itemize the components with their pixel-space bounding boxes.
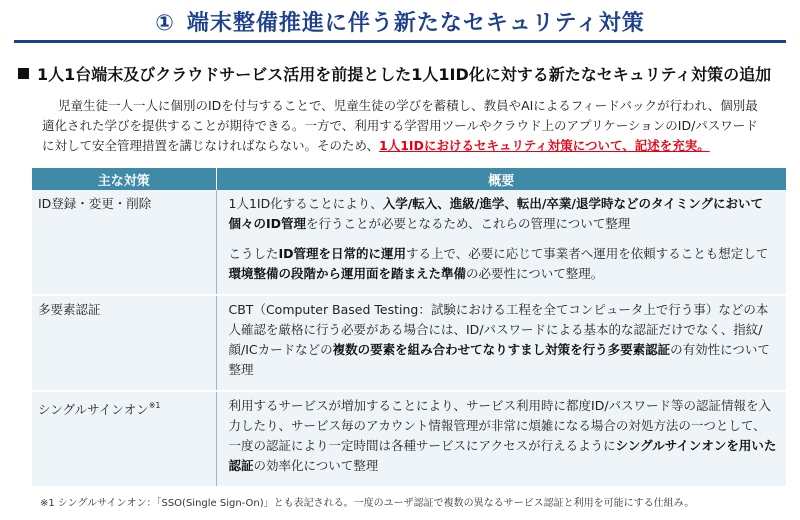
- row-key-text: シングルサインオン: [38, 402, 149, 417]
- desc-text: の有効性について整理: [228, 342, 770, 377]
- table-header-row: [32, 168, 786, 190]
- table-row: [32, 295, 786, 391]
- row-desc-sso: [216, 391, 786, 487]
- desc-emphasis: シングルサインオンを用いた認証: [228, 438, 777, 473]
- row-key-mfa: 多要素認証: [32, 295, 216, 391]
- header-overview: 概要: [216, 168, 786, 190]
- page-title: [0, 6, 800, 37]
- desc-text: CBT（Computer Based Testing：試験における工程を全てコンピュータ上で行う事）などの本人確認を厳格に行う必要がある場合には、ID/パスワードによる基本的な認証だけでなく、指紋/顔/ICカードなどの: [228, 302, 769, 357]
- section-heading-text: 1人1台端末及びクラウドサービス活用を前提とした1人1ID化に対する新たなセキュリティ対策の追加: [37, 65, 772, 84]
- desc-emphasis: 複数の要素を組み合わせてなりすまし対策を行う多要素認証: [332, 342, 671, 357]
- measures-table: [32, 168, 786, 488]
- title-text: 端末整備推進に伴う新たなセキュリティ対策: [186, 11, 645, 36]
- table-row: [32, 391, 786, 487]
- intro-text: 児童生徒一人一人に個別のIDを付与することで、児童生徒の学びを蓄積し、教員やAIによるフィードバックが行われ、個別最適化された学びを提供することが期待できる。一方で、利用する学習用ツールやクラウド上のアプリケーションのID/パスワードに対して安全管理措置を講じなければならない。そのため、: [42, 98, 758, 153]
- desc-text: 1人1ID化することにより、: [228, 196, 383, 211]
- desc-emphasis: 入学/転入、進級/進学、転出/卒業/退学時などのタイミングにおいて個々のID管理: [228, 196, 763, 231]
- desc-paragraph: [229, 300, 779, 380]
- row-desc-id-management: [216, 190, 786, 295]
- intro-paragraph: [42, 96, 770, 156]
- title-underline: [14, 40, 786, 43]
- table-row: [32, 190, 786, 295]
- desc-paragraph: [229, 194, 779, 234]
- header-measure: 主な対策: [32, 168, 216, 190]
- title-number: ①: [155, 11, 175, 36]
- desc-paragraph: [229, 396, 779, 476]
- desc-text: こうした: [228, 246, 279, 261]
- desc-text: を行うことが必要となるため、これらの管理について整理: [306, 216, 631, 231]
- desc-text: の必要性について整理。: [466, 266, 604, 281]
- square-bullet-icon: [18, 68, 29, 79]
- desc-paragraph: [229, 244, 779, 284]
- row-desc-mfa: [216, 295, 786, 391]
- desc-text: 利用するサービスが増加することにより、サービス利用時に都度ID/パスワード等の認証情報を入力したり、サービス毎のアカウント情報管理が非常に煩雑になる場合の対処方法の一つとして、一度の認証により一定時間は各種サービスにアクセスが行えるように: [228, 398, 772, 453]
- desc-emphasis: 環境整備の段階から運用面を踏まえた準備: [228, 266, 467, 281]
- section-heading: [18, 62, 788, 85]
- footnote-marker: ※1: [148, 401, 161, 410]
- desc-text: する上で、必要に応じて事業者へ運用を依頼することも想定して: [406, 246, 769, 261]
- row-key-sso: [32, 391, 216, 487]
- footnote: ※1 シングルサインオン：「SSO(Single Sign-On)」とも表記される。一度のユーザ認証で複数の異なるサービス認証と利用を可能にする仕組み。: [40, 498, 695, 509]
- desc-emphasis: ID管理を日常的に運用: [278, 246, 407, 261]
- row-key-id-management: ID登録・変更・削除: [32, 190, 216, 295]
- intro-highlight: 1人1IDにおけるセキュリティ対策について、記述を充実。: [379, 138, 710, 153]
- desc-text: の効率化について整理: [253, 458, 379, 473]
